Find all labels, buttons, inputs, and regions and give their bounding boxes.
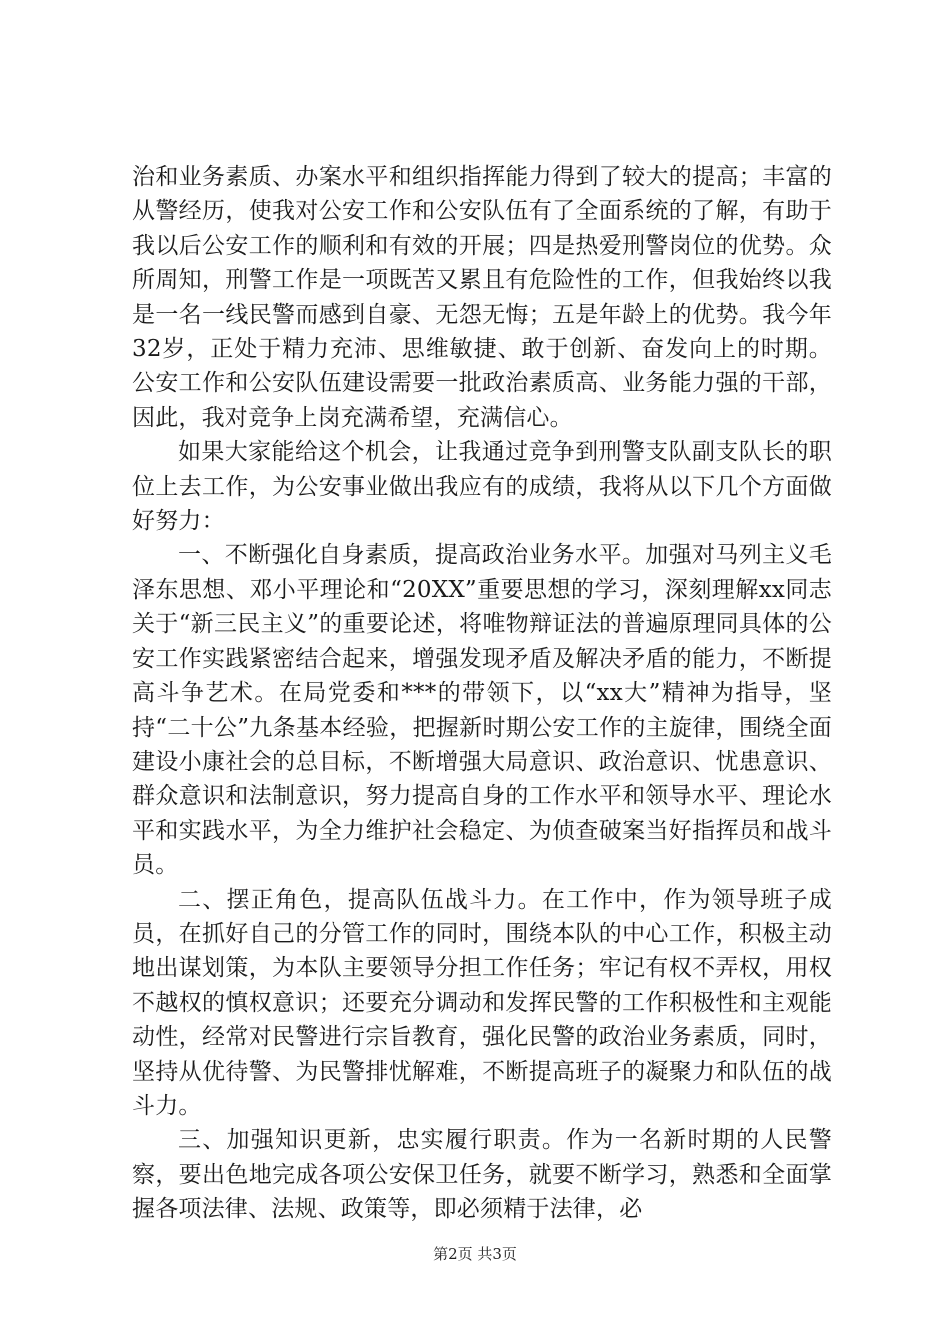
- paragraph-1: 治和业务素质、办案水平和组织指挥能力得到了较大的提高；丰富的从警经历，使我对公安工作和公安队伍有了全面系统的了解，有助于我以后公安工作的顺利和有效的开展；四是热爱刑警岗位的优势。众所周知，刑警工作是一项既苦又累且有危险性的工作，但我始终以我是一名一线民警而感到自豪、无怨无悔；五是年龄上的优势。我今年32岁，正处于精力充沛、思维敏捷、敢于创新、奋发向上的时期。公安工作和公安队伍建设需要一批政治素质高、业务能力强的干部，因此，我对竞争上岗充满希望，充满信心。: [132, 164, 832, 431]
- paragraph-2: 如果大家能给这个机会，让我通过竞争到刑警支队副支队长的职位上去工作，为公安事业做出我应有的成绩，我将从以下几个方面做好努力：: [132, 439, 832, 535]
- paragraph-4: 二、摆正角色，提高队伍战斗力。在工作中，作为领导班子成员，在抓好自己的分管工作的同时，围绕本队的中心工作，积极主动地出谋划策，为本队主要领导分担工作任务；牢记有权不弄权，用权不越权的慎权意识；还要充分调动和发挥民警的工作积极性和主观能动性，经常对民警进行宗旨教育，强化民警的政治业务素质，同时，坚持从优待警、为民警排忧解难，不断提高班子的凝聚力和队伍的战斗力。: [132, 886, 832, 1119]
- paragraph-5: 三、加强知识更新，忠实履行职责。作为一名新时期的人民警察，要出色地完成各项公安保卫任务，就要不断学习，熟悉和全面掌握各项法律、法规、政策等，即必须精于法律，必: [132, 1127, 832, 1223]
- document-body: [132, 160, 832, 1227]
- page-footer: 第2页 共3页: [433, 1245, 517, 1263]
- paragraph-3: 一、不断强化自身素质，提高政治业务水平。加强对马列主义毛泽东思想、邓小平理论和“20XX”重要思想的学习，深刻理解xx同志关于“新三民主义”的重要论述，将唯物辩证法的普遍原理同具体的公安工作实践紧密结合起来，增强发现矛盾及解决矛盾的能力，不断提高斗争艺术。在局党委和***的带领下，以“xx大”精神为指导，坚持“二十公”九条基本经验，把握新时期公安工作的主旋律，围绕全面建设小康社会的总目标，不断增强大局意识、政治意识、忧患意识、群众意识和法制意识，努力提高自身的工作水平和领导水平、理论水平和实践水平，为全力维护社会稳定、为侦查破案当好指挥员和战斗员。: [132, 542, 832, 879]
